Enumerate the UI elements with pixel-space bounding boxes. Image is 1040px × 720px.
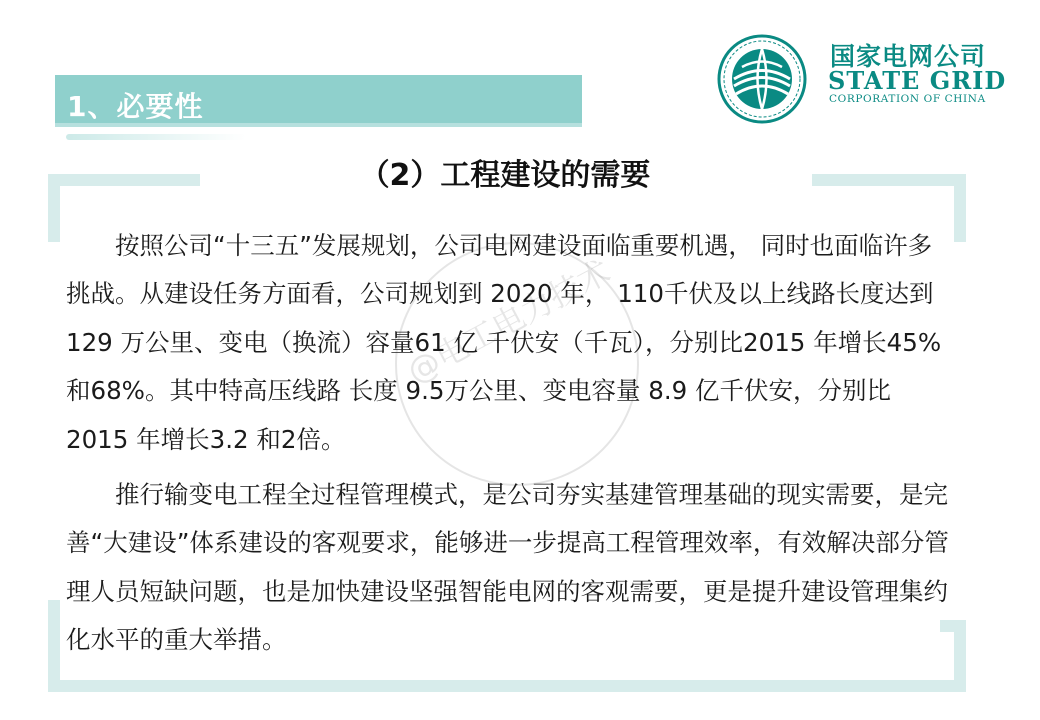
logo-name-cn: 国家电网公司 xyxy=(830,42,987,71)
logo-corp-en: CORPORATION OF CHINA xyxy=(829,93,986,105)
watermark-text: @电工电力技术 xyxy=(400,252,617,391)
content-body xyxy=(66,222,950,665)
frame-bottom-left-v xyxy=(48,600,60,692)
logo-name-en: STATE GRID xyxy=(828,66,1007,95)
decorative-ghost-line xyxy=(66,128,266,146)
content-subtitle: （2）工程建设的需要 xyxy=(359,158,651,193)
section-title: 1、必要性 xyxy=(67,90,204,123)
frame-bottom xyxy=(48,680,966,692)
paragraph-management-mode: 推行输变电工程全过程管理模式，是公司夯实基建管理基础的现实需要，是完善“大建设”体系建设的客观要求，能够进一步提高工程管理效率，有效解决部分管理人员短缺问题，也是加快建设坚强智能电网的客观需要，更是提升建设管理集约化水平的重大举措。 xyxy=(66,480,949,655)
paragraph-planning: 按照公司“十三五”发展规划，公司电网建设面临重要机遇， 同时也面临许多挑战。从建设任务方面看，公司规划到 2020 年， 110千伏及以上线路长度达到 129 万公里、变电（换流）容量61 亿 千伏安（千瓦），分别比2015 年增长45%和68%。其中特高压线路 长度 9.5万公里、变电容量 8.9 亿千伏安，分别比2015 年增长3.2 和2倍。 xyxy=(66,231,942,454)
section-header-bar xyxy=(55,75,582,127)
state-grid-emblem-icon xyxy=(717,34,807,124)
